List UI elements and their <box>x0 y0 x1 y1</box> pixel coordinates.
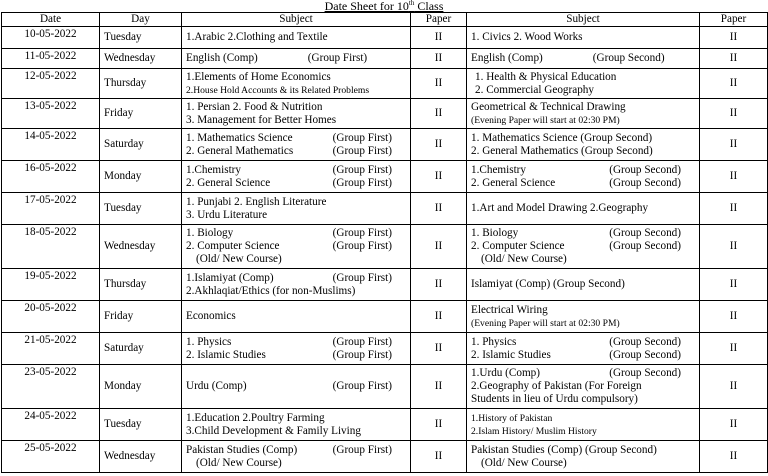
day-cell: Wednesday <box>100 49 182 69</box>
subject-text: 1. Punjabi 2. English Literature <box>186 195 327 208</box>
subject-text: 1.Art and Model Drawing 2.Geography <box>471 202 649 214</box>
day-cell: Monday <box>100 161 182 193</box>
paper-cell: II <box>411 333 467 365</box>
day-cell: Tuesday <box>100 409 182 441</box>
subject-cell-2 <box>467 441 700 473</box>
subject-text: 1.Chemistry <box>186 163 242 176</box>
subject-line <box>471 317 695 330</box>
table-row <box>2 161 768 193</box>
paper-cell-2: II <box>700 333 768 365</box>
subject-text: 1. Mathematics Science (Group Second) <box>471 131 653 144</box>
paper-cell: II <box>411 365 467 409</box>
subject-cell <box>182 161 411 193</box>
subject-line <box>471 278 695 291</box>
date-cell: 25-05-2022 <box>2 441 100 473</box>
date-cell: 13-05-2022 <box>2 99 100 129</box>
subject-line <box>186 101 406 114</box>
subject-line <box>186 240 406 253</box>
day-cell: Thursday <box>100 69 182 99</box>
subject-cell <box>182 365 411 409</box>
subject-text: 1.Islamiyat (Comp) <box>186 271 274 284</box>
paper-cell-2: II <box>700 161 768 193</box>
paper-cell: II <box>411 409 467 441</box>
group-label: (Group First) <box>332 227 392 239</box>
subject-cell-2 <box>467 225 700 269</box>
subject-line <box>471 457 695 470</box>
date-cell: 17-05-2022 <box>2 193 100 225</box>
date-cell: 19-05-2022 <box>2 269 100 301</box>
date-cell: 18-05-2022 <box>2 225 100 269</box>
paper-cell-2: II <box>700 441 768 473</box>
subject-cell <box>182 441 411 473</box>
subject-line <box>471 31 695 44</box>
group-label: (Group Second) <box>609 176 681 189</box>
day-cell: Saturday <box>100 333 182 365</box>
group-label: (Group Second) <box>609 163 681 176</box>
subject-text: 2. General Mathematics <box>186 144 294 157</box>
day-cell: Wednesday <box>100 225 182 269</box>
subject-text: Students in lieu of Urdu compulsory) <box>471 393 638 405</box>
paper-cell-2: II <box>700 409 768 441</box>
subject-text: Urdu (Comp) <box>186 380 247 392</box>
subject-line <box>471 101 695 114</box>
subject-text: (Old/ New Course) <box>481 456 567 469</box>
subject-text: Geometrical & Technical Drawing <box>471 100 626 113</box>
table-row <box>2 129 768 161</box>
subject-cell-2 <box>467 193 700 225</box>
subject-line <box>186 336 406 349</box>
page-title: Date Sheet for 10th Class <box>324 0 444 13</box>
subject-line <box>471 304 695 317</box>
subject-text: 2. General Science <box>186 176 271 189</box>
subject-text: Electrical Wiring <box>471 303 548 316</box>
subject-text: 1. Physics <box>471 335 517 348</box>
header-paper: Paper <box>411 13 467 27</box>
subject-text: 3. Management for Better Homes <box>186 113 337 126</box>
paper-cell-2: II <box>700 193 768 225</box>
subject-line <box>186 227 406 240</box>
table-row <box>2 441 768 473</box>
subject-line <box>471 132 695 145</box>
subject-line <box>186 164 406 177</box>
header-date: Date <box>2 13 100 27</box>
subject-text: 1.Arabic 2.Clothing and Textile <box>186 31 328 43</box>
paper-cell: II <box>411 193 467 225</box>
subject-line <box>186 457 406 470</box>
table-row <box>2 193 768 225</box>
subject-line <box>471 84 695 97</box>
subject-text: English (Comp) <box>186 52 258 64</box>
subject-cell-2 <box>467 301 700 333</box>
subject-cell <box>182 69 411 99</box>
subject-text: 1.Chemistry <box>471 163 527 176</box>
subject-cell <box>182 333 411 365</box>
subject-cell-2 <box>467 49 700 69</box>
paper-cell: II <box>411 49 467 69</box>
subject-line <box>471 240 695 253</box>
subject-line <box>186 209 406 222</box>
subject-text: 1. Civics 2. Wood Works <box>471 31 583 43</box>
subject-line <box>471 145 695 158</box>
subject-line <box>186 177 406 190</box>
group-label: (Group Second) <box>592 52 665 64</box>
subject-cell-2 <box>467 365 700 409</box>
paper-cell: II <box>411 69 467 99</box>
subject-line <box>471 114 695 127</box>
subject-line <box>186 253 406 266</box>
subject-line <box>471 425 695 438</box>
group-label: (Group First) <box>332 443 392 456</box>
group-label: (Group Second) <box>609 240 681 252</box>
subject-line <box>471 412 695 425</box>
group-label: (Group Second) <box>609 348 681 361</box>
header-row <box>2 13 768 27</box>
subject-text: 2.House Hold Accounts & its Related Problems <box>186 84 370 96</box>
subject-cell <box>182 301 411 333</box>
day-cell: Wednesday <box>100 441 182 473</box>
table-row <box>2 69 768 99</box>
paper-cell: II <box>411 161 467 193</box>
paper-cell: II <box>411 129 467 161</box>
subject-line <box>471 52 695 65</box>
date-cell: 10-05-2022 <box>2 27 100 49</box>
subject-line <box>186 52 406 65</box>
subject-cell <box>182 225 411 269</box>
paper-cell-2: II <box>700 69 768 99</box>
subject-line <box>471 367 695 380</box>
subject-cell-2 <box>467 27 700 49</box>
subject-text: 2.Geography of Pakistan (For Foreign <box>471 380 642 392</box>
header-day: Day <box>100 13 182 27</box>
subject-line <box>186 196 406 209</box>
subject-text: 1. Biology <box>186 227 234 239</box>
table-row <box>2 365 768 409</box>
paper-cell: II <box>411 441 467 473</box>
subject-text: 2. Computer Science <box>471 240 565 252</box>
subject-cell-2 <box>467 269 700 301</box>
paper-cell: II <box>411 99 467 129</box>
subject-line <box>471 380 695 393</box>
subject-cell-2 <box>467 129 700 161</box>
subject-text: 1.Education 2.Poultry Farming <box>186 411 325 424</box>
subject-text: 1. Mathematics Science <box>186 131 293 144</box>
subject-cell-2 <box>467 333 700 365</box>
subject-line <box>186 31 406 44</box>
group-label: (Group First) <box>332 163 392 176</box>
subject-line <box>471 177 695 190</box>
subject-text: (Old/ New Course) <box>196 253 282 265</box>
subject-cell-2 <box>467 409 700 441</box>
subject-line <box>186 132 406 145</box>
paper-cell-2: II <box>700 225 768 269</box>
subject-cell-2 <box>467 69 700 99</box>
subject-text: 2. Islamic Studies <box>471 348 551 361</box>
subject-text: 2. Computer Science <box>186 240 280 252</box>
day-cell: Monday <box>100 365 182 409</box>
subject-text: 2. General Science <box>471 176 556 189</box>
subject-text: Pakistan Studies (Comp) <box>186 443 298 456</box>
header-subject: Subject <box>182 13 411 27</box>
date-cell: 20-05-2022 <box>2 301 100 333</box>
subject-cell-2 <box>467 99 700 129</box>
table-row <box>2 49 768 69</box>
subject-cell-2 <box>467 161 700 193</box>
subject-line <box>471 393 695 406</box>
paper-cell-2: II <box>700 27 768 49</box>
date-cell: 24-05-2022 <box>2 409 100 441</box>
group-label: (Group Second) <box>609 367 681 379</box>
subject-line <box>186 425 406 438</box>
paper-cell-2: II <box>700 49 768 69</box>
subject-text: (Old/ New Course) <box>196 456 282 469</box>
subject-line <box>186 71 406 84</box>
subject-text: (Evening Paper will start at 02:30 PM) <box>471 114 620 126</box>
subject-cell <box>182 49 411 69</box>
subject-line <box>471 444 695 457</box>
group-label: (Group Second) <box>609 227 681 239</box>
paper-cell-2: II <box>700 301 768 333</box>
subject-text: 2. General Mathematics (Group Second) <box>471 144 653 157</box>
subject-line <box>186 114 406 127</box>
subject-line <box>186 272 406 285</box>
subject-text: Islamiyat (Comp) (Group Second) <box>471 278 625 290</box>
subject-line <box>186 285 406 298</box>
subject-text: 2.Islam History/ Muslim History <box>471 425 597 437</box>
subject-line <box>471 71 695 84</box>
paper-cell-2: II <box>700 365 768 409</box>
group-label: (Group First) <box>332 144 392 157</box>
paper-cell-2: II <box>700 99 768 129</box>
subject-text: 1.History of Pakistan <box>471 412 553 424</box>
day-cell: Friday <box>100 99 182 129</box>
paper-cell-2: II <box>700 129 768 161</box>
group-label: (Group First) <box>332 271 392 284</box>
header-subject-2: Subject <box>467 13 700 27</box>
subject-text: 1.Elements of Home Economics <box>186 70 331 83</box>
subject-line <box>186 310 406 323</box>
subject-line <box>186 145 406 158</box>
group-label: (Group First) <box>332 380 392 392</box>
table-row <box>2 225 768 269</box>
subject-text: (Evening Paper will start at 02:30 PM) <box>471 317 620 329</box>
day-cell: Saturday <box>100 129 182 161</box>
date-cell: 11-05-2022 <box>2 49 100 69</box>
date-cell: 16-05-2022 <box>2 161 100 193</box>
subject-text: (Old/ New Course) <box>481 253 567 265</box>
day-cell: Thursday <box>100 269 182 301</box>
paper-cell: II <box>411 301 467 333</box>
subject-cell <box>182 129 411 161</box>
date-cell: 14-05-2022 <box>2 129 100 161</box>
day-cell: Friday <box>100 301 182 333</box>
table-row <box>2 409 768 441</box>
date-sheet-table <box>1 12 768 473</box>
subject-text: 2.Akhlaqiat/Ethics (for non-Muslims) <box>186 284 356 297</box>
subject-line <box>186 380 406 393</box>
date-cell: 23-05-2022 <box>2 365 100 409</box>
paper-cell: II <box>411 27 467 49</box>
subject-line <box>186 412 406 425</box>
day-cell: Tuesday <box>100 27 182 49</box>
subject-text: 1. Biology <box>471 227 519 239</box>
date-cell: 21-05-2022 <box>2 333 100 365</box>
subject-text: 3. Urdu Literature <box>186 208 268 221</box>
subject-line <box>471 336 695 349</box>
group-label: (Group First) <box>332 335 392 348</box>
subject-text: 3.Child Development & Family Living <box>186 424 361 437</box>
table-row <box>2 27 768 49</box>
group-label: (Group First) <box>332 176 392 189</box>
subject-line <box>471 164 695 177</box>
subject-line <box>471 227 695 240</box>
subject-cell <box>182 193 411 225</box>
header-paper-2: Paper <box>700 13 768 27</box>
subject-text: 2. Islamic Studies <box>186 348 266 361</box>
subject-line <box>471 202 695 215</box>
subject-text: English (Comp) <box>471 52 543 64</box>
subject-line <box>471 253 695 266</box>
table-row <box>2 301 768 333</box>
day-cell: Tuesday <box>100 193 182 225</box>
subject-cell <box>182 27 411 49</box>
paper-cell: II <box>411 269 467 301</box>
subject-cell <box>182 99 411 129</box>
subject-text: Economics <box>186 310 236 322</box>
group-label: (Group First) <box>332 240 392 252</box>
subject-cell <box>182 269 411 301</box>
table-row <box>2 333 768 365</box>
table-row <box>2 99 768 129</box>
subject-cell <box>182 409 411 441</box>
group-label: (Group First) <box>307 52 368 64</box>
table-row <box>2 269 768 301</box>
subject-text: Pakistan Studies (Comp) (Group Second) <box>471 443 657 456</box>
date-cell: 12-05-2022 <box>2 69 100 99</box>
subject-text: 2. Commercial Geography <box>475 83 594 96</box>
subject-line <box>186 84 406 97</box>
group-label: (Group First) <box>332 348 392 361</box>
paper-cell-2: II <box>700 269 768 301</box>
paper-cell: II <box>411 225 467 269</box>
group-label: (Group First) <box>332 131 392 144</box>
subject-line <box>186 444 406 457</box>
group-label: (Group Second) <box>609 335 681 348</box>
subject-text: 1.Urdu (Comp) <box>471 367 540 379</box>
subject-text: 1. Physics <box>186 335 232 348</box>
subject-line <box>186 349 406 362</box>
subject-text: 1. Health & Physical Education <box>475 70 617 83</box>
subject-text: 1. Persian 2. Food & Nutrition <box>186 100 323 113</box>
subject-line <box>471 349 695 362</box>
